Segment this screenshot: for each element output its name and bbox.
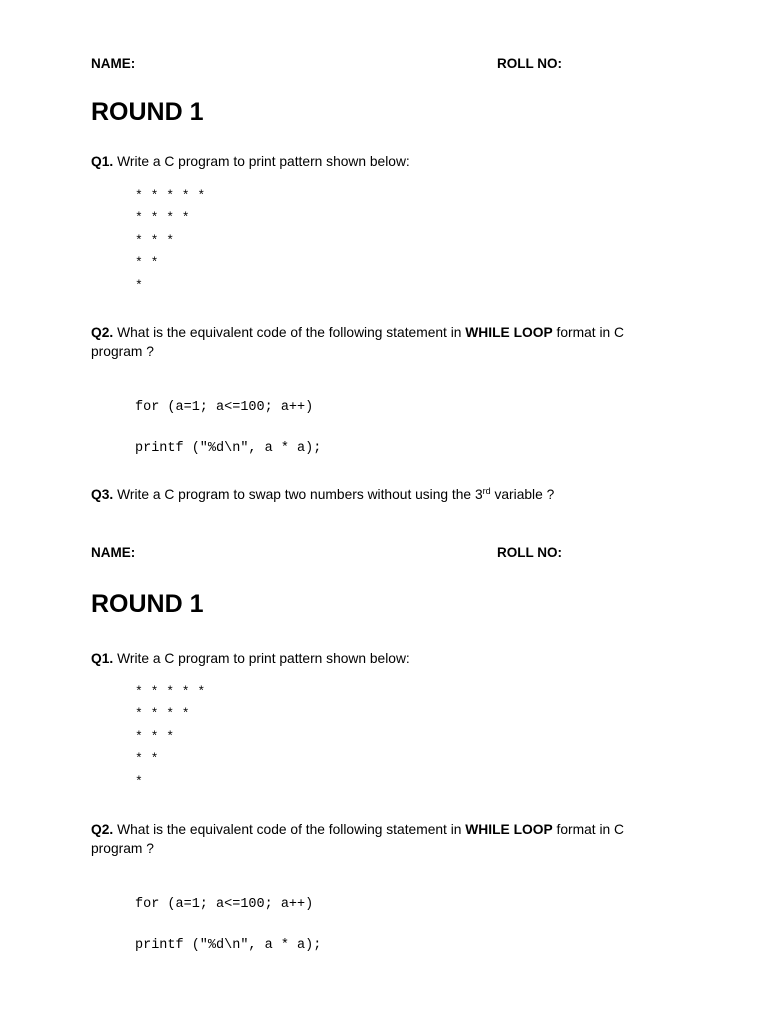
- code-line-printf: printf ("%d\n", a * a);: [135, 938, 322, 953]
- pattern-line: * * * * *: [135, 684, 206, 699]
- question-1: [91, 152, 651, 171]
- question-3: [91, 485, 651, 504]
- question-3-superscript: rd: [482, 486, 491, 496]
- question-2-text-after: format in C program ?: [91, 822, 624, 856]
- question-3-text-before: Write a C program to swap two numbers without using the 3: [113, 487, 483, 502]
- pattern-line: *: [135, 773, 143, 789]
- question-3-text-after: variable ?: [490, 487, 555, 502]
- question-3-number: Q3.: [91, 487, 114, 502]
- roll-no-label: ROLL NO:: [497, 56, 562, 71]
- question-2-number: Q2.: [91, 822, 114, 837]
- question-2-text-after: format in C program ?: [91, 325, 624, 359]
- pattern-line: * * *: [135, 232, 175, 248]
- pattern-line: * * * *: [135, 210, 190, 226]
- header-row: [91, 545, 671, 565]
- pattern-line: * * * *: [135, 706, 190, 722]
- pattern-line: *: [135, 277, 143, 293]
- question-1-text: Write a C program to print pattern shown below:: [113, 651, 410, 666]
- pattern-line: * * *: [135, 728, 175, 744]
- question-2-keyword: WHILE LOOP: [465, 325, 553, 340]
- star-pattern: [135, 185, 205, 297]
- question-2: [91, 820, 651, 858]
- question-2-text-before: What is the equivalent code of the following statement in: [113, 822, 466, 837]
- question-2: [91, 323, 651, 361]
- question-1-number: Q1.: [91, 154, 114, 169]
- pattern-line: * * * * *: [135, 188, 206, 203]
- round-title: ROUND 1: [91, 98, 204, 126]
- header-row: [91, 56, 671, 76]
- question-2-text-before: What is the equivalent code of the following statement in: [113, 325, 466, 340]
- question-1: [91, 649, 651, 668]
- code-line-printf: printf ("%d\n", a * a);: [135, 441, 322, 456]
- pattern-line: * *: [135, 751, 159, 767]
- question-1-number: Q1.: [91, 651, 114, 666]
- quiz-section-1: [91, 56, 671, 516]
- round-title: ROUND 1: [91, 590, 204, 618]
- name-label: NAME:: [91, 56, 136, 71]
- roll-no-label: ROLL NO:: [497, 545, 562, 560]
- pattern-line: * *: [135, 255, 159, 271]
- question-2-number: Q2.: [91, 325, 114, 340]
- star-pattern: [135, 681, 205, 793]
- quiz-section-2: [91, 545, 671, 1024]
- code-line-for: for (a=1; a<=100; a++): [135, 897, 314, 912]
- code-line-for: for (a=1; a<=100; a++): [135, 400, 314, 415]
- question-2-keyword: WHILE LOOP: [465, 822, 553, 837]
- name-label: NAME:: [91, 545, 136, 560]
- question-1-text: Write a C program to print pattern shown below:: [113, 154, 410, 169]
